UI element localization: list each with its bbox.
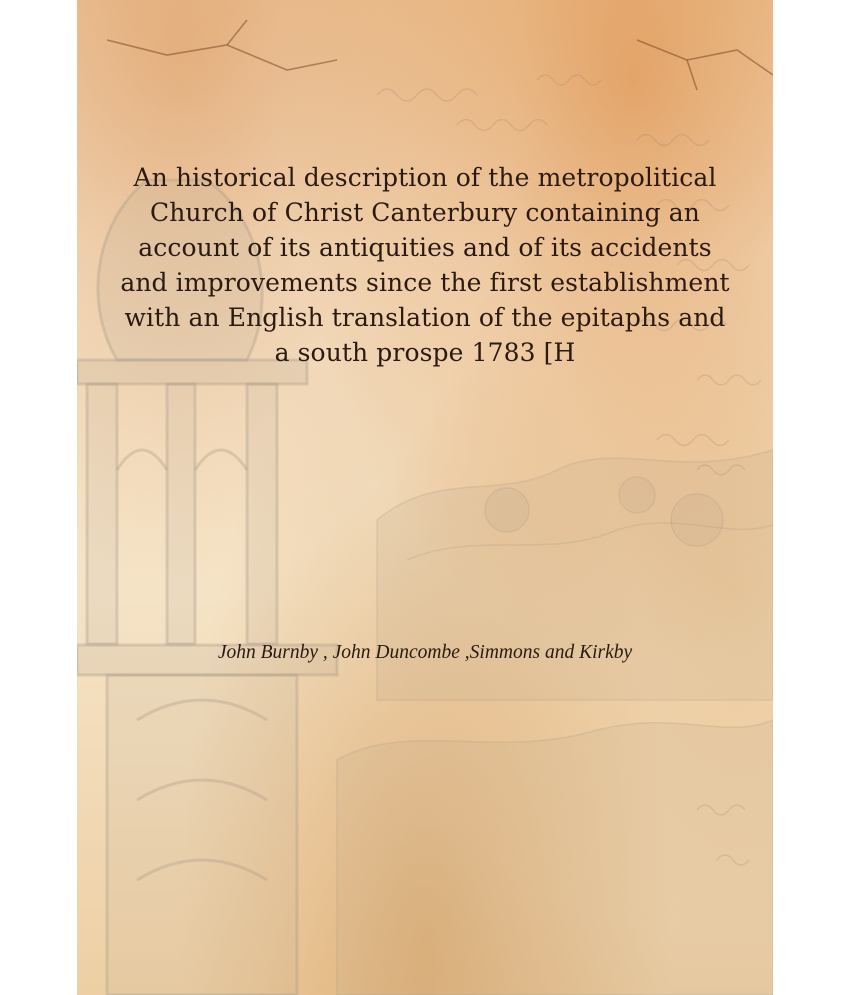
book-author: John Burnby , John Duncombe ,Simmons and Kirkby: [217, 642, 633, 663]
vintage-background-illustration: [77, 0, 773, 995]
book-title: An historical description of the metropolitical Church of Christ Canterbury containing an account of its antiquities and of its accidents and improvements since the first establishment with an English translation of the epitaphs and a south prospe 1783 [H: [120, 163, 730, 367]
book-cover: [77, 0, 773, 995]
paper-cracks: [107, 20, 773, 90]
landscape-sketch: [337, 450, 773, 995]
